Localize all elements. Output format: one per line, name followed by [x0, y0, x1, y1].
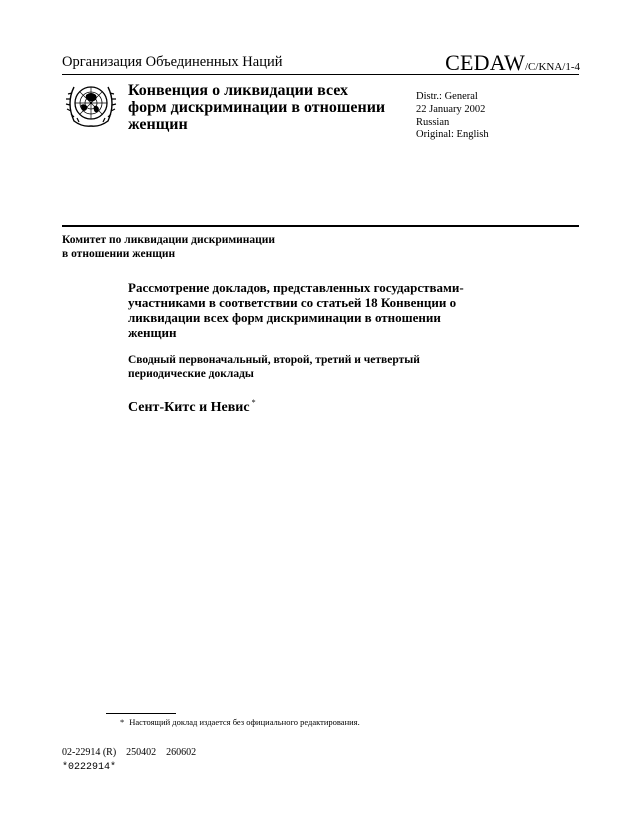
country-name: Сент-Китс и Невис [128, 400, 250, 415]
footnote-mark: * [120, 717, 125, 727]
original-language-line: Original: English [416, 129, 489, 141]
committee-name [62, 233, 275, 261]
distribution-block [416, 91, 489, 142]
section-rule [62, 225, 579, 227]
committee-line: в отношении женщин [62, 248, 176, 260]
language-line: Russian [416, 116, 450, 128]
organization-name: Организация Объединенных Наций [62, 54, 283, 70]
date-line: 22 January 2002 [416, 103, 486, 115]
document-symbol-suffix: /C/KNA/1-4 [525, 61, 580, 73]
document-symbol-main: CEDAW [445, 50, 525, 75]
un-emblem-icon [64, 79, 118, 129]
header-rule [62, 74, 579, 75]
footer-date: 250402 [126, 747, 157, 758]
document-symbol [420, 50, 580, 76]
job-number: 02-22914 (R) [62, 747, 117, 758]
footnote-text: Настоящий доклад издается без официального редактирования. [129, 717, 360, 727]
sub-heading: Сводный первоначальный, второй, третий и четвертый периодические доклады [128, 354, 420, 380]
footnote [120, 717, 360, 727]
country-title [128, 398, 256, 416]
committee-line: Комитет по ликвидации дискриминации [62, 234, 276, 246]
distribution-line: Distr.: General [416, 91, 478, 102]
footer-date: 260602 [166, 747, 197, 758]
footnote-rule [106, 713, 176, 714]
document-job-numbers [62, 747, 206, 758]
main-heading: Рассмотрение докладов, представленных государствами-участниками в соответствии со статьей 18 Конвенции о ликвидации всех форм дискриминации в отношении женщин [128, 280, 464, 340]
convention-title: Конвенция о ликвидации всех форм дискриминации в отношении женщин [128, 82, 386, 133]
footnote-reference: * [251, 398, 256, 407]
barcode-text: *0222914* [62, 762, 117, 773]
